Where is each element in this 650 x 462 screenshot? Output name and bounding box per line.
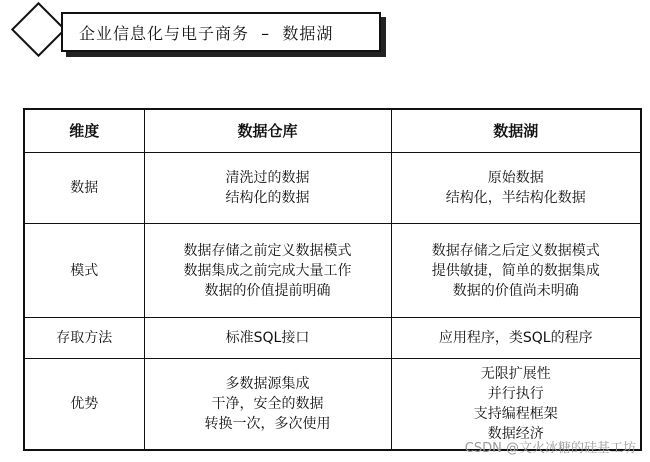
lake-cell [391, 153, 641, 224]
page-title: 企业信息化与电子商务 – 数据湖 [79, 23, 334, 43]
cell-line: 数据集成之前完成大量工作 [183, 262, 352, 279]
row-dimension: 存取方法 [24, 318, 144, 359]
row-dimension: 模式 [24, 224, 144, 318]
cell-line: 标准SQL接口 [225, 330, 310, 346]
watermark: CSDN @文火冰糖的硅基工坊 [464, 441, 636, 456]
table-row [24, 153, 641, 224]
cell-line: 无限扩展性 [480, 366, 551, 382]
cell-line: 转换一次，多次使用 [204, 416, 331, 432]
header-diamond-icon [11, 2, 66, 57]
warehouse-cell [144, 359, 391, 451]
header-data-lake: 数据湖 [391, 109, 641, 153]
warehouse-cell [144, 224, 391, 318]
cell-line: 干净，安全的数据 [211, 396, 324, 412]
row-dimension: 优势 [24, 359, 144, 451]
cell-line: 结构化，半结构化数据 [445, 190, 586, 206]
header-dimension: 维度 [24, 109, 144, 153]
cell-line: 并行执行 [487, 386, 544, 402]
table-header-row [24, 109, 641, 153]
warehouse-cell [144, 318, 391, 359]
cell-line: 数据的价值尚未明确 [452, 282, 579, 299]
lake-cell [391, 224, 641, 318]
table-row [24, 318, 641, 359]
header-data-warehouse: 数据仓库 [144, 109, 391, 153]
cell-line: 原始数据 [487, 170, 544, 186]
warehouse-cell [144, 153, 391, 224]
cell-line: 结构化的数据 [225, 190, 310, 206]
cell-line: 支持编程框架 [473, 406, 558, 422]
cell-line: 提供敏捷，简单的数据集成 [431, 262, 600, 279]
cell-line: 数据存储之后定义数据模式 [431, 242, 600, 259]
cell-line: 数据经济 [487, 426, 544, 442]
cell-line: 清洗过的数据 [225, 170, 310, 186]
comparison-table [23, 108, 642, 451]
row-dimension: 数据 [24, 153, 144, 224]
cell-line: 数据存储之前定义数据模式 [183, 242, 352, 259]
lake-cell [391, 318, 641, 359]
cell-line: 数据的价值提前明确 [204, 282, 331, 299]
header-title-box [61, 12, 381, 52]
cell-line: 应用程序，类SQL的程序 [438, 330, 593, 346]
cell-line: 多数据源集成 [225, 376, 310, 392]
table-row [24, 224, 641, 318]
